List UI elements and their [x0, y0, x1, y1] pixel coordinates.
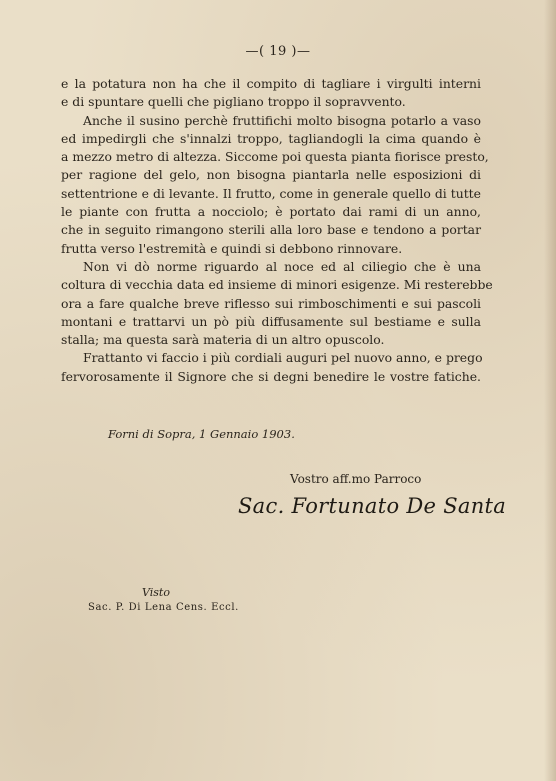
text-line: per ragione del gelo, non bisogna piantarla nelle esposizioni di [61, 167, 481, 183]
closing-salutation: Vostro aff.mo Parroco [290, 472, 422, 486]
text-line: frutta verso l'estremità e quindi si debbono rinnovare. [61, 240, 403, 256]
text-line: montani e trattarvi un pò più diffusamente sul bestiame e sulla [61, 313, 481, 329]
text-line: a mezzo metro di altezza. Siccome poi questa pianta fiorisce presto, [61, 149, 489, 165]
page-edge-shadow [544, 0, 556, 781]
text-line: le piante con frutta a nocciolo; è portato dai rami di un anno, [61, 204, 481, 220]
body-text [61, 75, 493, 386]
text-line: Frattanto vi faccio i più cordiali auguri pel nuovo anno, e prego [83, 350, 483, 366]
page-number: —( 19 )— [245, 44, 311, 59]
signature: Sac. Fortunato De Santa [238, 494, 507, 518]
text-line: ora a fare qualche breve riflesso sui rimboschimenti e sui pascoli [61, 295, 481, 311]
text-line: e di spuntare quelli che pigliano troppo il sopravvento. [61, 94, 406, 110]
approval-visto: Visto [142, 586, 170, 599]
text-line: coltura di vecchia data ed insieme di minori esigenze. Mi resterebbe [61, 277, 493, 293]
text-line: fervorosamente il Signore che si degni benedire le vostre fatiche. [61, 368, 481, 384]
text-line: Non vi dò norme riguardo al noce ed al ciliegio che è una [83, 258, 481, 274]
text-line: che in seguito rimangono sterili alla loro base e tendono a portar [61, 222, 481, 238]
text-line: e la potatura non ha che il compito di tagliare i virgulti interni [61, 76, 481, 91]
text-line: settentrione e di levante. Il frutto, come in generale quello di tutte [61, 185, 481, 201]
place-date: Forni di Sopra, 1 Gennaio 1903. [108, 427, 295, 441]
text-line: stalla; ma questa sarà materia di un altro opuscolo. [61, 332, 385, 348]
approval-censor: Sac. P. Di Lena Cens. Eccl. [88, 602, 239, 613]
text-line: ed impedirgli che s'innalzi troppo, tagliandogli la cima quando è [61, 130, 481, 146]
text-line: Anche il susino perchè fruttifichi molto bisogna potarlo a vaso [83, 112, 481, 128]
